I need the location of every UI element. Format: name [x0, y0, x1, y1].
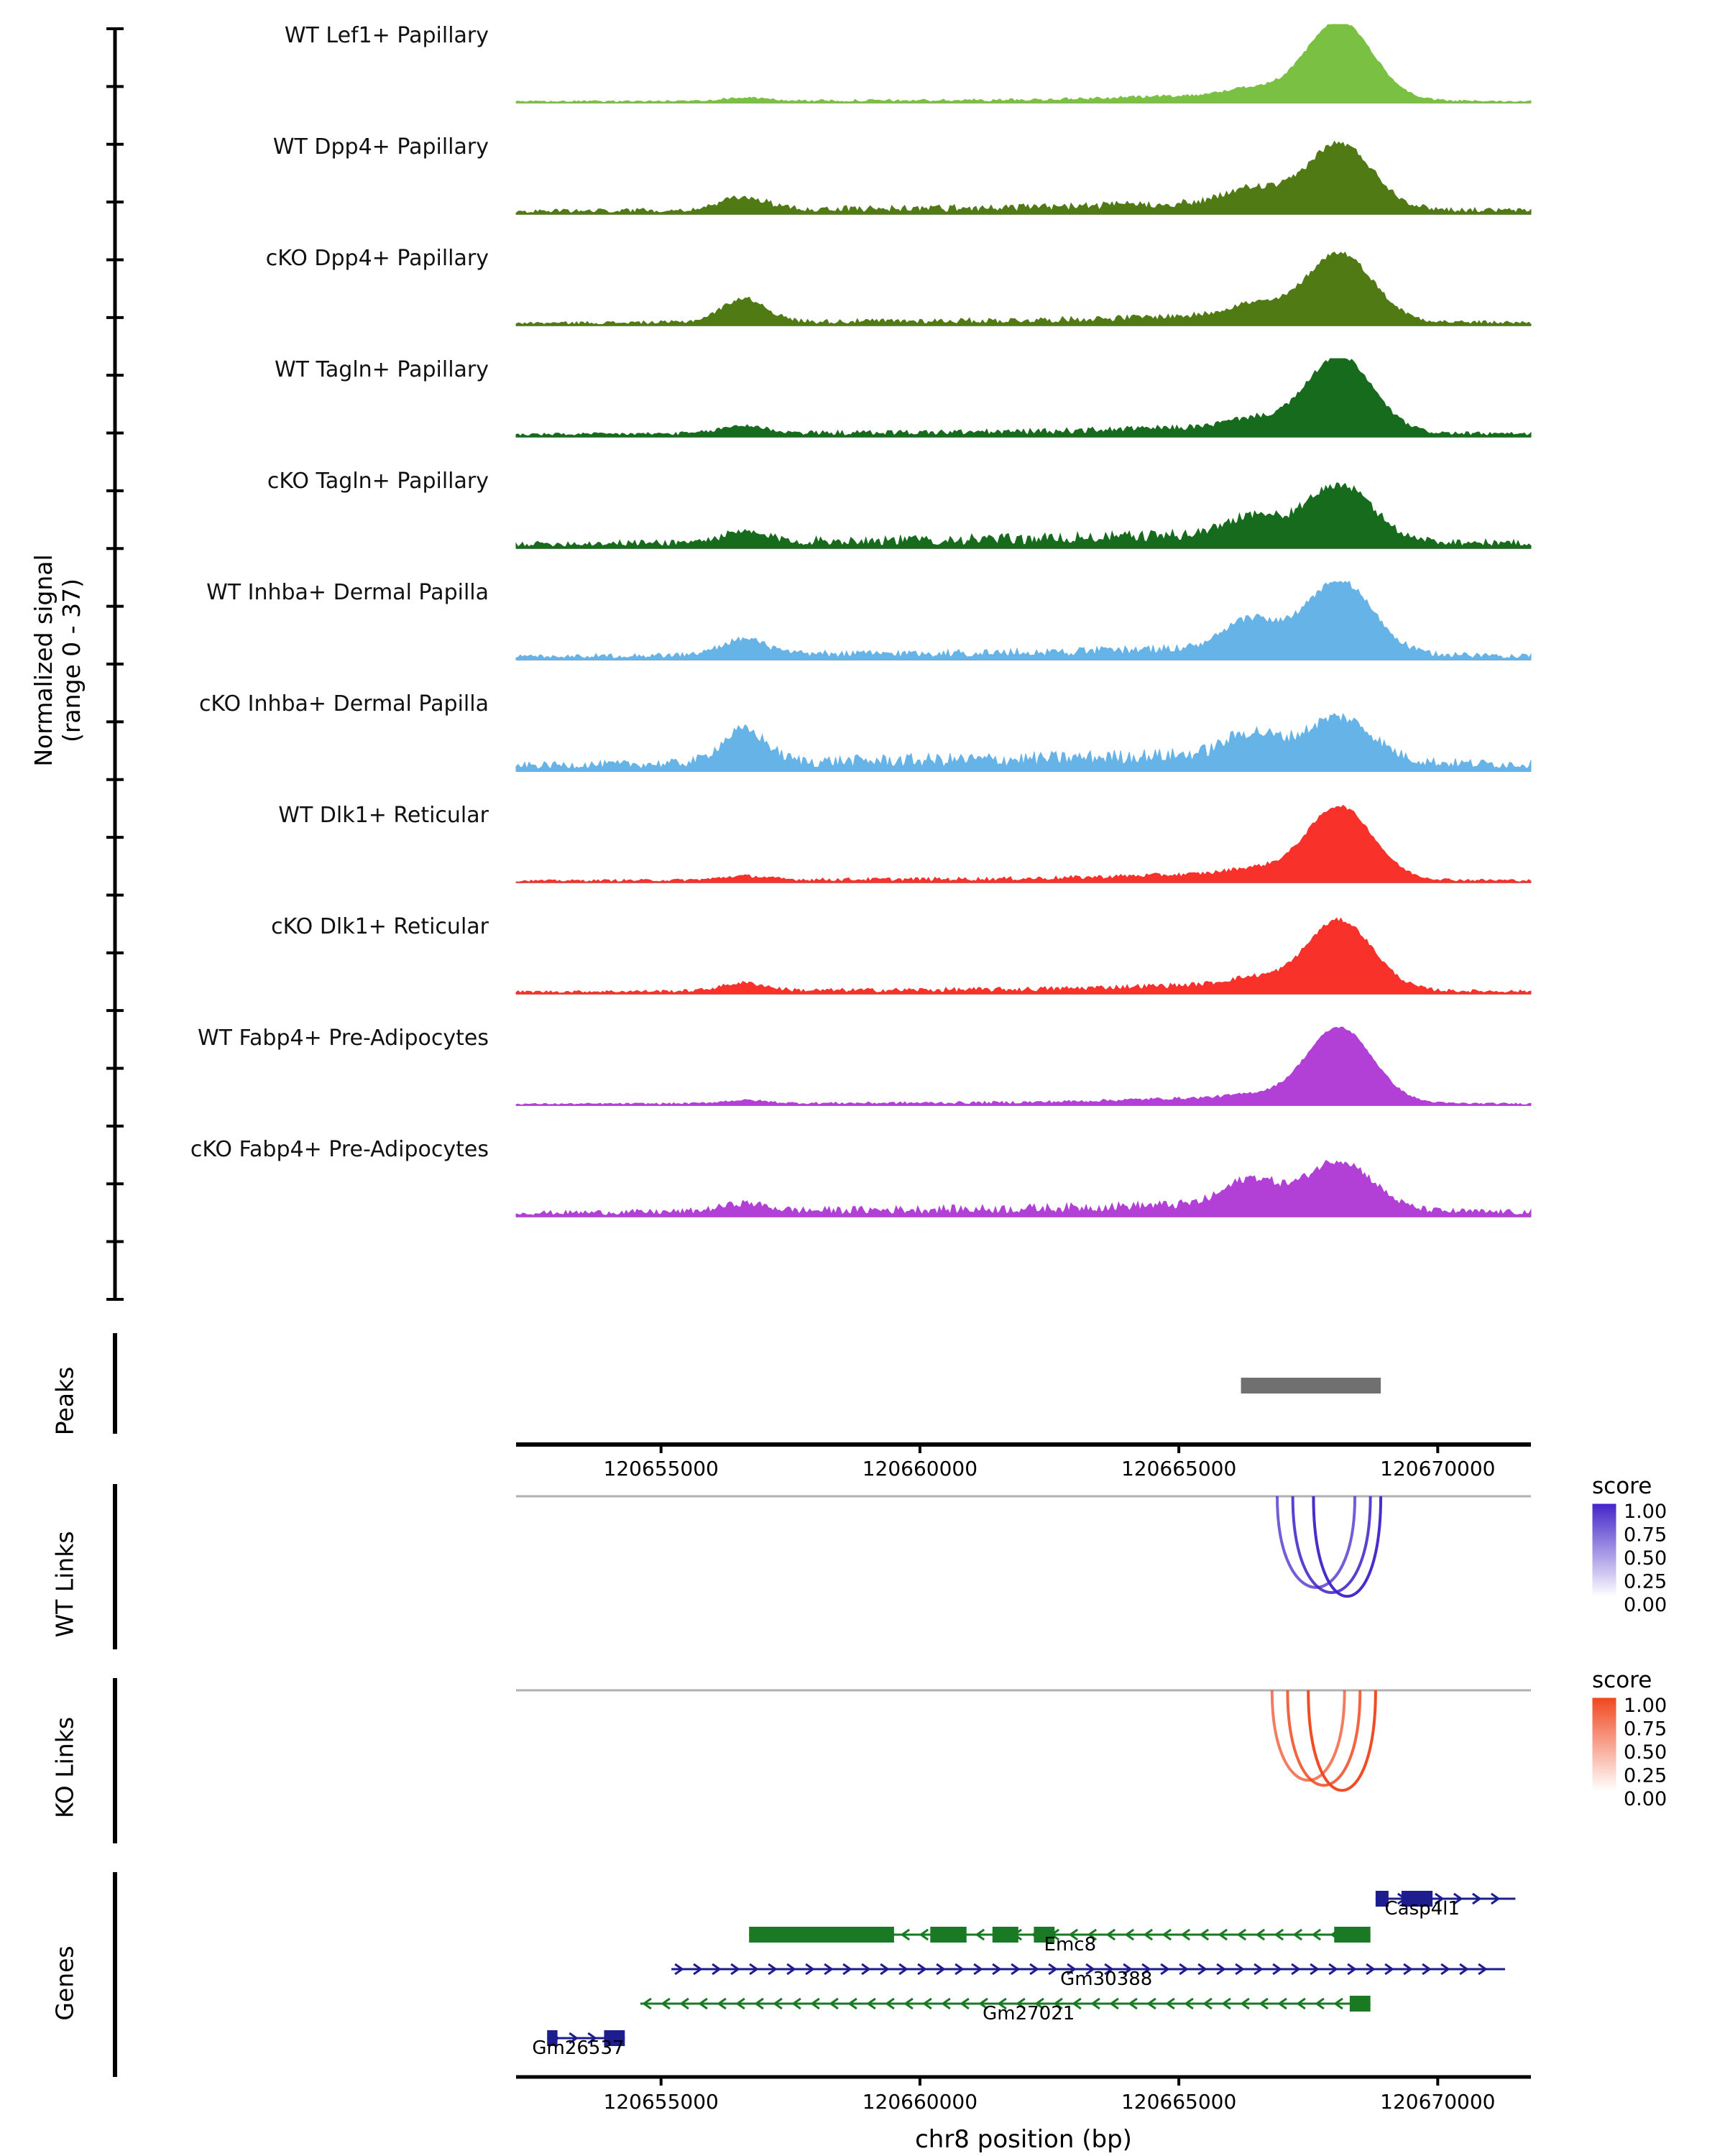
peaks-label-text: Peaks	[50, 1366, 79, 1436]
wt-links-section-label	[51, 1491, 79, 1678]
x-tick-label: 120665000	[1121, 2090, 1237, 2114]
track-label: WT Inhba+ Dermal Papilla	[206, 579, 489, 605]
legend-title: score	[1592, 1473, 1652, 1499]
legend-title: score	[1592, 1667, 1652, 1693]
peak-bar	[1241, 1378, 1381, 1393]
legend-tick-label: 1.00	[1624, 1501, 1668, 1523]
track-label: cKO Dpp4+ Papillary	[265, 245, 489, 271]
legend-tick-label: 0.25	[1624, 1764, 1668, 1787]
gene-label: Gm30388	[1060, 1968, 1153, 1990]
x-tick-label: 120665000	[1121, 1457, 1237, 1477]
track-label: WT Dlk1+ Reticular	[278, 802, 489, 828]
genes-label-text: Genes	[50, 1945, 79, 2021]
genes-section-label	[51, 1901, 79, 2066]
x-tick-label: 120660000	[862, 1457, 978, 1477]
track-label: cKO Fabp4+ Pre-Adipocytes	[190, 1136, 489, 1162]
ko-links-label-text: KO Links	[50, 1716, 79, 1819]
legend-tick-label: 0.50	[1624, 1741, 1668, 1764]
gene-exon	[993, 1927, 1018, 1943]
links-panel	[0, 1473, 1725, 1876]
legend-tick-label: 0.50	[1624, 1547, 1668, 1570]
x-tick-label: 120655000	[603, 2090, 719, 2114]
x-tick-label: 120670000	[1380, 1457, 1496, 1477]
x-tick-label: 120670000	[1380, 2090, 1496, 2114]
y-axis-label-line2: (range 0 - 37)	[58, 578, 86, 743]
track-label: WT Lef1+ Papillary	[284, 22, 489, 48]
track-label: cKO Dlk1+ Reticular	[271, 913, 489, 939]
track-label: WT Dpp4+ Papillary	[272, 134, 489, 160]
peaks-panel	[0, 1326, 1725, 1477]
genes-panel	[0, 1869, 1725, 2156]
gene-label: Gm27021	[983, 2003, 1075, 2024]
legend-tick-label: 0.75	[1624, 1718, 1668, 1741]
legend-tick-label: 0.00	[1624, 1594, 1668, 1616]
legend-tick-label: 0.25	[1624, 1570, 1668, 1593]
y-axis-label-line1: Normalized signal	[29, 554, 58, 767]
track-label: WT Fabp4+ Pre-Adipocytes	[198, 1025, 489, 1051]
link-arc	[1293, 1496, 1371, 1593]
legend-tick-label: 0.00	[1624, 1788, 1668, 1810]
gene-exon	[749, 1927, 894, 1943]
x-axis-title: chr8 position (bp)	[915, 2125, 1132, 2154]
gene-exon	[1334, 1927, 1370, 1943]
track-label: WT Tagln+ Papillary	[275, 356, 489, 382]
gene-label: Emc8	[1044, 1934, 1097, 1955]
x-tick-label: 120660000	[862, 2090, 978, 2114]
gene-label: Casp4l1	[1384, 1898, 1460, 1920]
track-label: cKO Tagln+ Papillary	[267, 468, 489, 494]
y-axis-label	[29, 474, 86, 847]
x-tick-label: 120655000	[603, 1457, 719, 1477]
links-svg	[0, 1473, 1725, 1876]
ko-links-section-label	[51, 1674, 79, 1861]
genes-svg	[0, 1869, 1725, 2156]
legend-tick-label: 1.00	[1624, 1695, 1668, 1717]
track-label: cKO Inhba+ Dermal Papilla	[198, 691, 489, 717]
gene-exon	[1350, 1996, 1371, 2012]
gene-label: Gm26537	[532, 2037, 625, 2059]
peaks-section-label	[51, 1330, 79, 1473]
wt-links-label-text: WT Links	[50, 1531, 79, 1638]
gene-exon	[930, 1927, 966, 1943]
peaks-svg	[0, 1326, 1725, 1477]
legend-tick-label: 0.75	[1624, 1524, 1668, 1547]
